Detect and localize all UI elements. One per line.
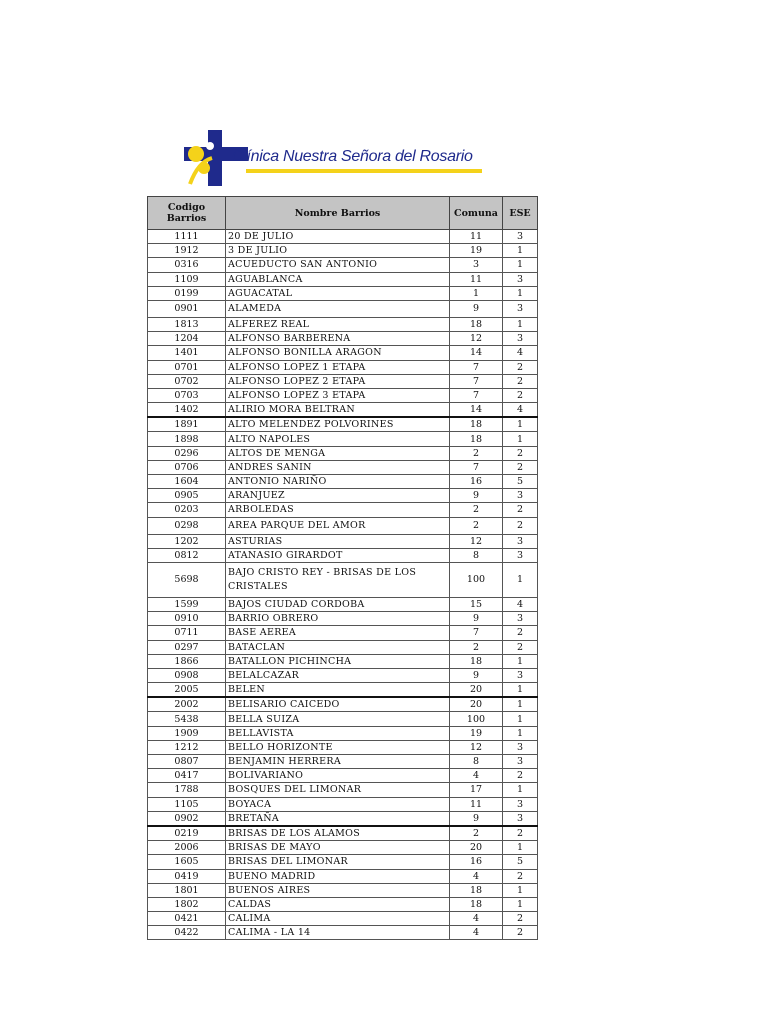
- cell-codigo: 1813: [148, 317, 226, 331]
- cell-codigo: 0421: [148, 912, 226, 926]
- cell-comuna: 17: [450, 783, 503, 797]
- table-row: [148, 548, 538, 562]
- table-row: [148, 740, 538, 754]
- table-row: [148, 783, 538, 797]
- cell-nombre: ALTO MELENDEZ POLVORINES: [226, 417, 450, 432]
- table-row: [148, 258, 538, 272]
- cell-codigo: 1912: [148, 244, 226, 258]
- header-codigo: Codigo Barrios: [148, 197, 226, 230]
- cell-nombre: 20 DE JULIO: [226, 230, 450, 244]
- cell-ese: 1: [503, 897, 538, 911]
- cell-codigo: 0203: [148, 503, 226, 517]
- cell-nombre: BATALLON PICHINCHA: [226, 654, 450, 668]
- cell-ese: 2: [503, 869, 538, 883]
- cell-comuna: 100: [450, 712, 503, 726]
- cell-codigo: 0219: [148, 826, 226, 841]
- table-row: [148, 883, 538, 897]
- table-row: [148, 811, 538, 826]
- cell-comuna: 11: [450, 230, 503, 244]
- table-row: [148, 640, 538, 654]
- cell-nombre: ASTURIAS: [226, 534, 450, 548]
- cell-comuna: 7: [450, 460, 503, 474]
- table-row: [148, 360, 538, 374]
- cell-comuna: 9: [450, 489, 503, 503]
- cell-comuna: 18: [450, 417, 503, 432]
- cell-codigo: 0298: [148, 517, 226, 534]
- cell-ese: 1: [503, 417, 538, 432]
- cell-comuna: 7: [450, 626, 503, 640]
- table-header-row: [148, 197, 538, 230]
- cell-ese: 1: [503, 697, 538, 712]
- cell-codigo: 0199: [148, 286, 226, 300]
- cell-ese: 1: [503, 654, 538, 668]
- cell-ese: 3: [503, 272, 538, 286]
- cell-codigo: 0417: [148, 769, 226, 783]
- table-row: [148, 432, 538, 446]
- cell-comuna: 16: [450, 855, 503, 869]
- table-row: [148, 244, 538, 258]
- cell-comuna: 8: [450, 548, 503, 562]
- cell-codigo: 0297: [148, 640, 226, 654]
- cell-comuna: 9: [450, 612, 503, 626]
- cell-codigo: 0910: [148, 612, 226, 626]
- table-row: [148, 855, 538, 869]
- cell-comuna: 2: [450, 826, 503, 841]
- cell-nombre: ATANASIO GIRARDOT: [226, 548, 450, 562]
- cell-nombre: CALIMA - LA 14: [226, 926, 450, 940]
- cell-comuna: 4: [450, 769, 503, 783]
- cell-nombre: BELLAVISTA: [226, 726, 450, 740]
- cell-codigo: 1866: [148, 654, 226, 668]
- cell-comuna: 7: [450, 374, 503, 388]
- cell-nombre: ALFONSO BONILLA ARAGON: [226, 346, 450, 360]
- table-row: [148, 272, 538, 286]
- table-row: [148, 230, 538, 244]
- table-row: [148, 769, 538, 783]
- table-row: [148, 826, 538, 841]
- cell-comuna: 11: [450, 272, 503, 286]
- table-row: [148, 374, 538, 388]
- cell-nombre: ANTONIO NARIÑO: [226, 475, 450, 489]
- cell-ese: 2: [503, 826, 538, 841]
- cell-codigo: 0902: [148, 811, 226, 826]
- cell-comuna: 20: [450, 841, 503, 855]
- cell-ese: 1: [503, 712, 538, 726]
- cell-comuna: 11: [450, 797, 503, 811]
- cell-ese: 5: [503, 475, 538, 489]
- cell-ese: 1: [503, 783, 538, 797]
- cell-ese: 3: [503, 740, 538, 754]
- cell-comuna: 3: [450, 258, 503, 272]
- cell-codigo: 0807: [148, 755, 226, 769]
- cell-nombre: BUENO MADRID: [226, 869, 450, 883]
- table-row: [148, 726, 538, 740]
- cell-ese: 2: [503, 360, 538, 374]
- cell-comuna: 7: [450, 388, 503, 402]
- cell-nombre: BOYACA: [226, 797, 450, 811]
- table-row: [148, 683, 538, 698]
- cell-nombre: BRETAÑA: [226, 811, 450, 826]
- cell-nombre: CALDAS: [226, 897, 450, 911]
- cell-codigo: 5698: [148, 562, 226, 597]
- table-row: [148, 460, 538, 474]
- table-row: [148, 626, 538, 640]
- table-row: [148, 403, 538, 418]
- cell-ese: 3: [503, 300, 538, 317]
- cell-ese: 5: [503, 855, 538, 869]
- cell-nombre: BRISAS DE MAYO: [226, 841, 450, 855]
- cell-ese: 1: [503, 883, 538, 897]
- cell-codigo: 0422: [148, 926, 226, 940]
- cell-codigo: 1801: [148, 883, 226, 897]
- cell-nombre: BELISARIO CAICEDO: [226, 697, 450, 712]
- cell-comuna: 9: [450, 668, 503, 682]
- cell-ese: 1: [503, 562, 538, 597]
- table-row: [148, 697, 538, 712]
- cell-comuna: 14: [450, 403, 503, 418]
- cell-ese: 3: [503, 548, 538, 562]
- cell-codigo: 0701: [148, 360, 226, 374]
- cell-nombre: ALFONSO LOPEZ 2 ETAPA: [226, 374, 450, 388]
- cell-ese: 2: [503, 446, 538, 460]
- cell-ese: 2: [503, 769, 538, 783]
- cell-comuna: 19: [450, 244, 503, 258]
- cell-nombre: ALIRIO MORA BELTRAN: [226, 403, 450, 418]
- cell-ese: 1: [503, 726, 538, 740]
- cell-nombre: BAJO CRISTO REY - BRISAS DE LOS CRISTALES: [226, 562, 450, 597]
- cell-codigo: 1605: [148, 855, 226, 869]
- clinic-name: Clínica Nuestra Señora del Rosario: [232, 148, 473, 165]
- table-row: [148, 597, 538, 611]
- cell-codigo: 0812: [148, 548, 226, 562]
- cell-comuna: 18: [450, 432, 503, 446]
- cell-nombre: CALIMA: [226, 912, 450, 926]
- cell-codigo: 2002: [148, 697, 226, 712]
- cell-ese: 3: [503, 489, 538, 503]
- cell-nombre: BASE AEREA: [226, 626, 450, 640]
- cell-comuna: 18: [450, 317, 503, 331]
- cell-comuna: 20: [450, 697, 503, 712]
- cell-codigo: 1898: [148, 432, 226, 446]
- cell-nombre: BRISAS DEL LIMONAR: [226, 855, 450, 869]
- table-row: [148, 712, 538, 726]
- cell-comuna: 100: [450, 562, 503, 597]
- cell-comuna: 2: [450, 517, 503, 534]
- cell-codigo: 0706: [148, 460, 226, 474]
- cell-comuna: 2: [450, 503, 503, 517]
- cell-codigo: 1105: [148, 797, 226, 811]
- cell-nombre: ALAMEDA: [226, 300, 450, 317]
- cell-nombre: AGUACATAL: [226, 286, 450, 300]
- cell-ese: 2: [503, 912, 538, 926]
- cell-codigo: 0908: [148, 668, 226, 682]
- table-row: [148, 755, 538, 769]
- cell-nombre: ALFONSO LOPEZ 1 ETAPA: [226, 360, 450, 374]
- cell-comuna: 8: [450, 755, 503, 769]
- table-row: [148, 841, 538, 855]
- cell-comuna: 1: [450, 286, 503, 300]
- cell-nombre: ALTOS DE MENGA: [226, 446, 450, 460]
- cell-ese: 1: [503, 841, 538, 855]
- cell-ese: 1: [503, 432, 538, 446]
- cell-codigo: 1788: [148, 783, 226, 797]
- cell-codigo: 1109: [148, 272, 226, 286]
- table-row: [148, 446, 538, 460]
- cell-ese: 1: [503, 244, 538, 258]
- table-row: [148, 912, 538, 926]
- cell-nombre: BELLA SUIZA: [226, 712, 450, 726]
- cell-codigo: 1802: [148, 897, 226, 911]
- cell-ese: 4: [503, 403, 538, 418]
- cell-ese: 3: [503, 797, 538, 811]
- cell-ese: 1: [503, 317, 538, 331]
- table-row: [148, 869, 538, 883]
- cell-ese: 2: [503, 517, 538, 534]
- table-row: [148, 489, 538, 503]
- cell-nombre: ALFEREZ REAL: [226, 317, 450, 331]
- cell-codigo: 1909: [148, 726, 226, 740]
- cell-nombre: BENJAMIN HERRERA: [226, 755, 450, 769]
- table-row: [148, 300, 538, 317]
- cell-ese: 3: [503, 332, 538, 346]
- cell-comuna: 14: [450, 346, 503, 360]
- cell-nombre: ALTO NAPOLES: [226, 432, 450, 446]
- cell-ese: 2: [503, 503, 538, 517]
- cell-ese: 2: [503, 374, 538, 388]
- cell-codigo: 1891: [148, 417, 226, 432]
- table-row: [148, 926, 538, 940]
- table-row: [148, 503, 538, 517]
- table-row: [148, 517, 538, 534]
- cell-nombre: BARRIO OBRERO: [226, 612, 450, 626]
- cell-ese: 3: [503, 668, 538, 682]
- cell-codigo: 1204: [148, 332, 226, 346]
- cell-ese: 3: [503, 612, 538, 626]
- header-nombre: Nombre Barrios: [226, 197, 450, 230]
- table-row: [148, 562, 538, 597]
- cell-codigo: 0703: [148, 388, 226, 402]
- cell-codigo: 0702: [148, 374, 226, 388]
- table-row: [148, 332, 538, 346]
- cell-nombre: BAJOS CIUDAD CORDOBA: [226, 597, 450, 611]
- cell-comuna: 2: [450, 446, 503, 460]
- cell-nombre: ALFONSO BARBERENA: [226, 332, 450, 346]
- cell-nombre: BATACLAN: [226, 640, 450, 654]
- cell-codigo: 2005: [148, 683, 226, 698]
- cell-comuna: 9: [450, 300, 503, 317]
- cell-codigo: 0316: [148, 258, 226, 272]
- cell-nombre: AREA PARQUE DEL AMOR: [226, 517, 450, 534]
- cell-codigo: 1604: [148, 475, 226, 489]
- cell-ese: 2: [503, 926, 538, 940]
- table-row: [148, 668, 538, 682]
- cell-comuna: 18: [450, 897, 503, 911]
- cell-ese: 4: [503, 346, 538, 360]
- cell-ese: 2: [503, 626, 538, 640]
- table-row: [148, 475, 538, 489]
- cell-comuna: 9: [450, 811, 503, 826]
- cell-comuna: 12: [450, 332, 503, 346]
- cell-ese: 3: [503, 811, 538, 826]
- cell-comuna: 16: [450, 475, 503, 489]
- cell-codigo: 1212: [148, 740, 226, 754]
- header-comuna: Comuna: [450, 197, 503, 230]
- cell-ese: 2: [503, 460, 538, 474]
- cell-comuna: 4: [450, 912, 503, 926]
- barrios-table: [147, 196, 538, 940]
- cell-nombre: ARBOLEDAS: [226, 503, 450, 517]
- cell-comuna: 2: [450, 640, 503, 654]
- table-row: [148, 317, 538, 331]
- table-row: [148, 286, 538, 300]
- cell-codigo: 2006: [148, 841, 226, 855]
- cell-comuna: 20: [450, 683, 503, 698]
- table-row: [148, 897, 538, 911]
- cell-codigo: 0296: [148, 446, 226, 460]
- cell-comuna: 4: [450, 869, 503, 883]
- cell-codigo: 5438: [148, 712, 226, 726]
- cell-ese: 3: [503, 534, 538, 548]
- cell-ese: 3: [503, 755, 538, 769]
- cell-ese: 3: [503, 230, 538, 244]
- cell-nombre: BOSQUES DEL LIMONAR: [226, 783, 450, 797]
- cell-nombre: AGUABLANCA: [226, 272, 450, 286]
- cell-comuna: 19: [450, 726, 503, 740]
- cell-codigo: 1202: [148, 534, 226, 548]
- cell-ese: 4: [503, 597, 538, 611]
- cell-comuna: 7: [450, 360, 503, 374]
- cell-codigo: 1599: [148, 597, 226, 611]
- table-row: [148, 388, 538, 402]
- table-row: [148, 534, 538, 548]
- cell-ese: 1: [503, 683, 538, 698]
- table-row: [148, 417, 538, 432]
- table-row: [148, 346, 538, 360]
- cell-codigo: 0905: [148, 489, 226, 503]
- table-row: [148, 654, 538, 668]
- cell-nombre: BUENOS AIRES: [226, 883, 450, 897]
- cell-ese: 2: [503, 640, 538, 654]
- cell-nombre: BELALCAZAR: [226, 668, 450, 682]
- cell-nombre: ALFONSO LOPEZ 3 ETAPA: [226, 388, 450, 402]
- cell-nombre: BOLIVARIANO: [226, 769, 450, 783]
- cell-codigo: 1402: [148, 403, 226, 418]
- cell-comuna: 18: [450, 883, 503, 897]
- cell-codigo: 0419: [148, 869, 226, 883]
- header-ese: ESE: [503, 197, 538, 230]
- cell-nombre: ACUEDUCTO SAN ANTONIO: [226, 258, 450, 272]
- cell-nombre: ANDRES SANIN: [226, 460, 450, 474]
- cell-comuna: 15: [450, 597, 503, 611]
- cell-nombre: 3 DE JULIO: [226, 244, 450, 258]
- cell-comuna: 12: [450, 740, 503, 754]
- cell-ese: 2: [503, 388, 538, 402]
- cell-nombre: ARANJUEZ: [226, 489, 450, 503]
- cell-codigo: 0711: [148, 626, 226, 640]
- cell-ese: 1: [503, 258, 538, 272]
- cell-comuna: 12: [450, 534, 503, 548]
- table-row: [148, 797, 538, 811]
- cell-codigo: 1401: [148, 346, 226, 360]
- cell-nombre: BELLO HORIZONTE: [226, 740, 450, 754]
- cell-comuna: 18: [450, 654, 503, 668]
- logo-accent-bar: [246, 169, 482, 173]
- clinic-logo: [180, 128, 485, 188]
- cell-codigo: 1111: [148, 230, 226, 244]
- cell-nombre: BELEN: [226, 683, 450, 698]
- cell-nombre: BRISAS DE LOS ALAMOS: [226, 826, 450, 841]
- cell-codigo: 0901: [148, 300, 226, 317]
- cell-comuna: 4: [450, 926, 503, 940]
- table-row: [148, 612, 538, 626]
- cell-ese: 1: [503, 286, 538, 300]
